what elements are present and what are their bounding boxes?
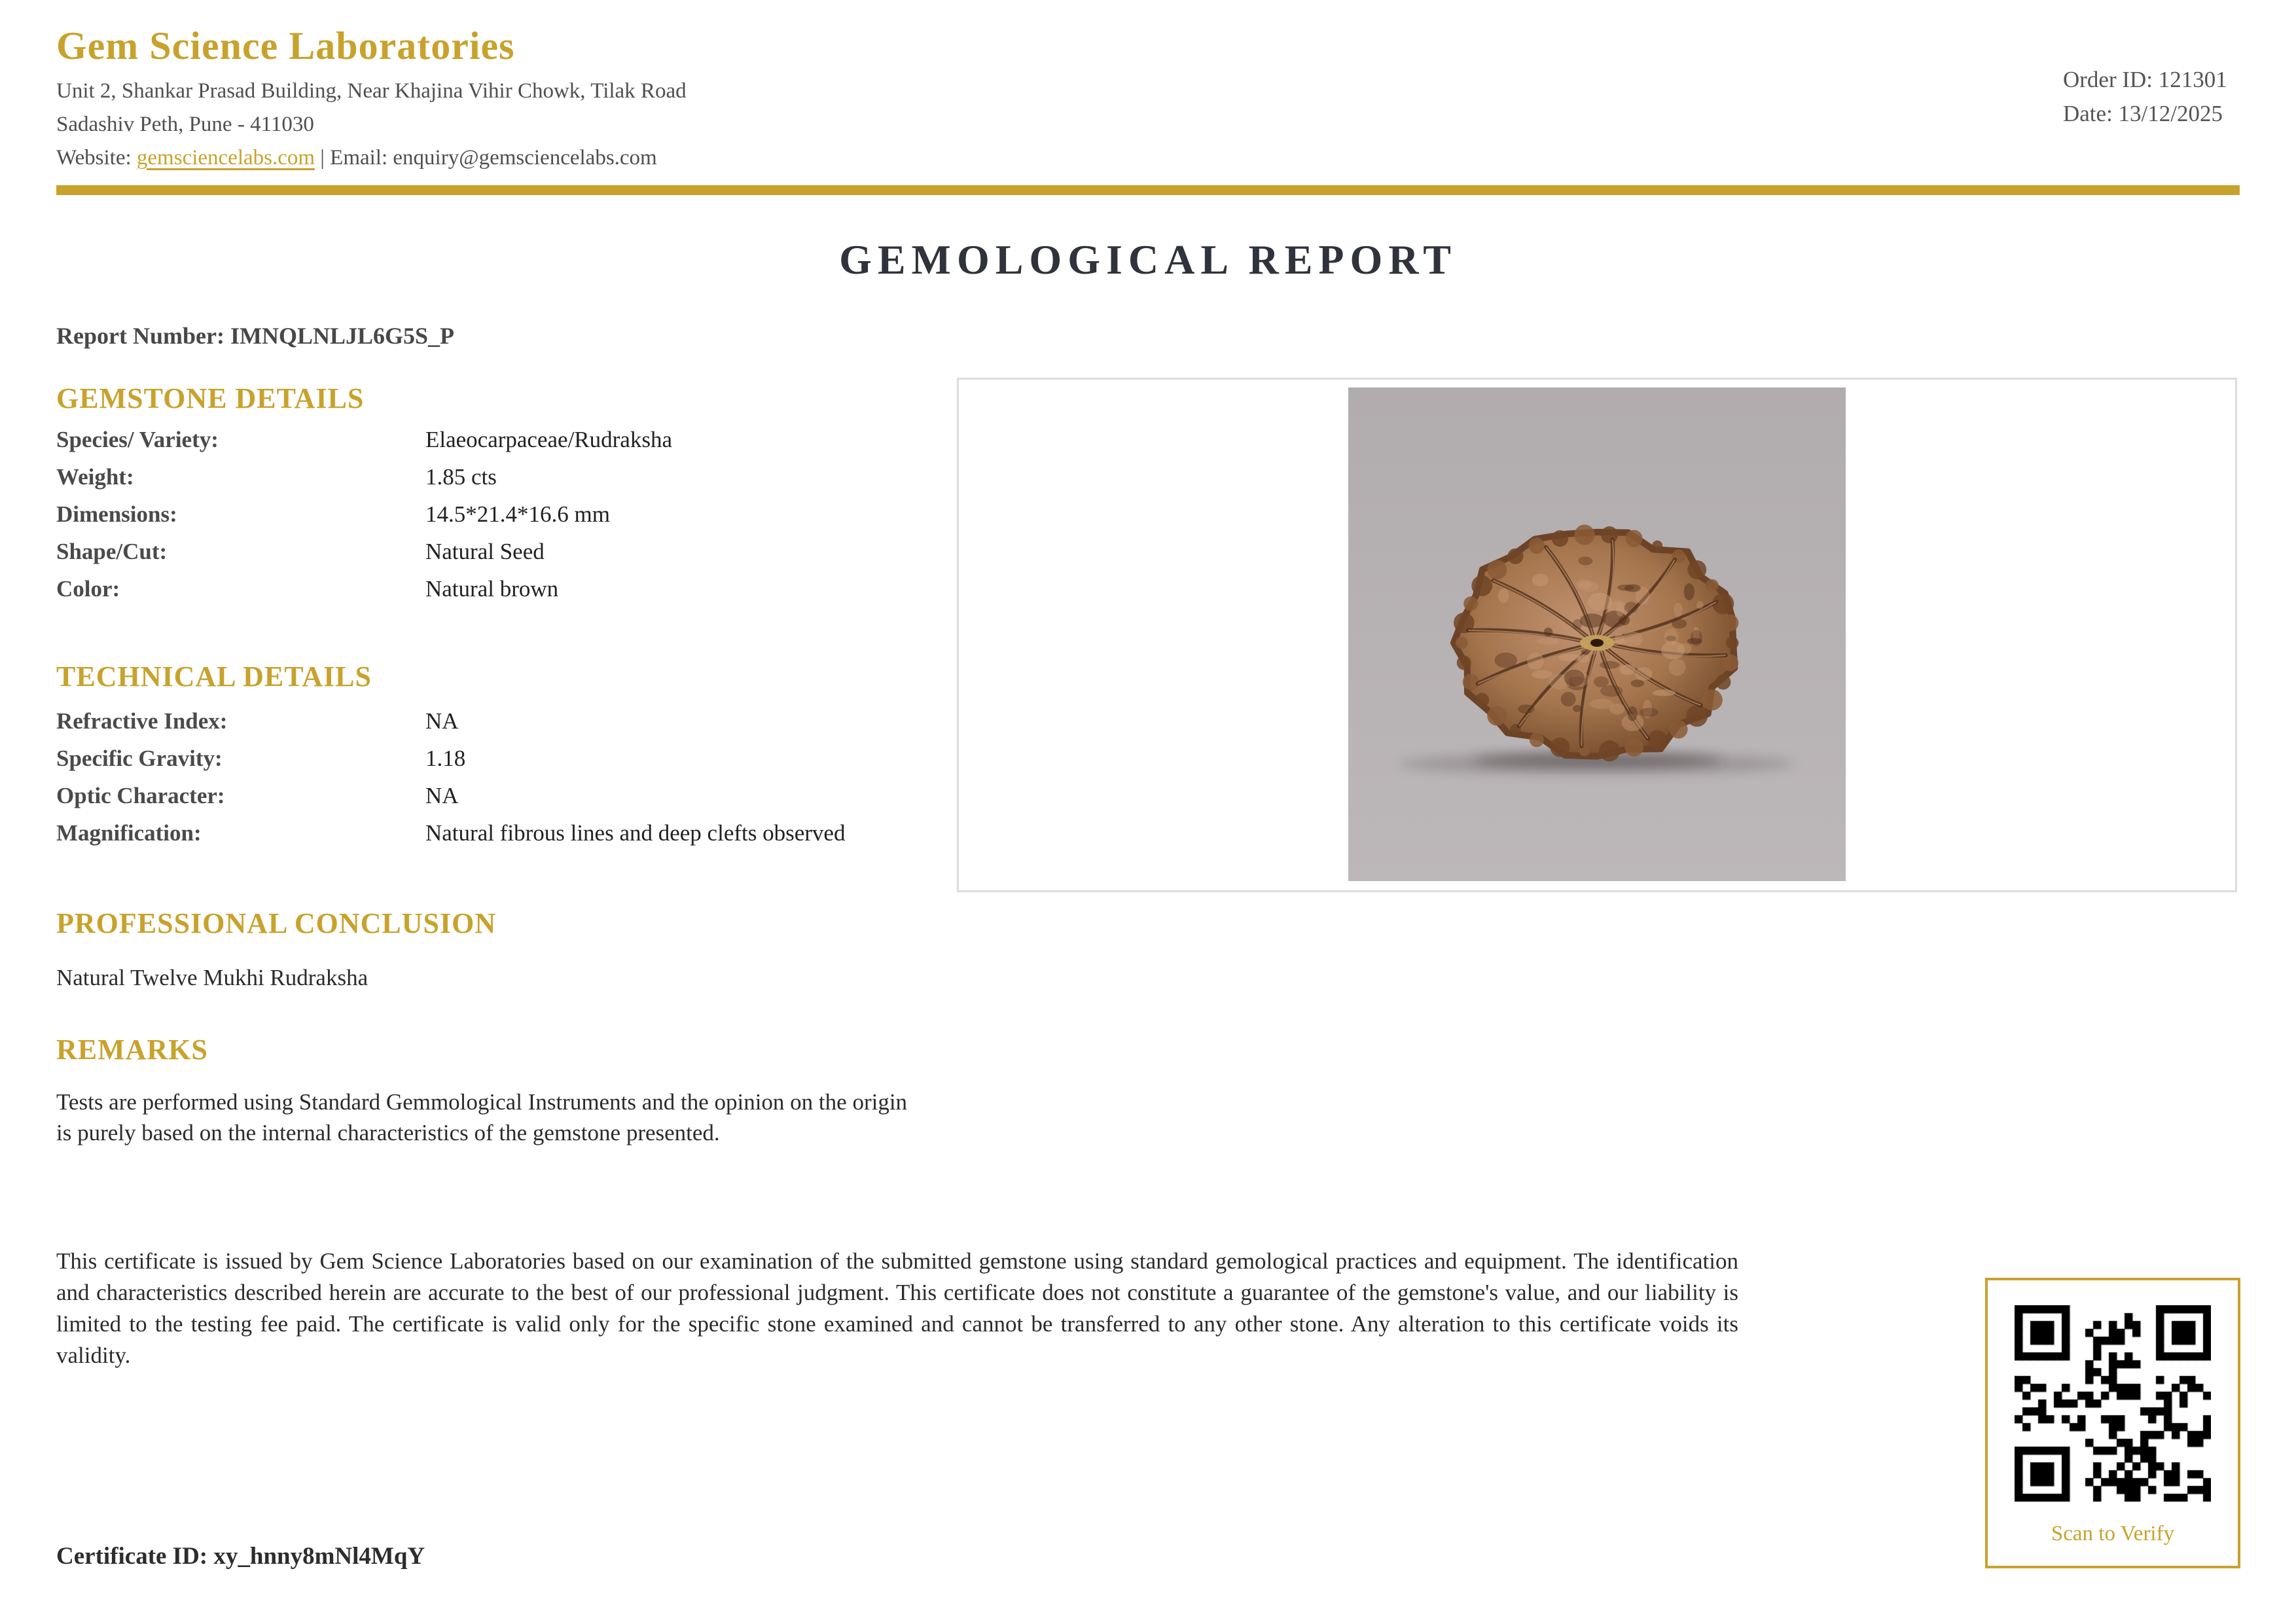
row-value: Natural brown (425, 576, 559, 602)
section-heading-conclusion: PROFESSIONAL CONCLUSION (56, 907, 497, 939)
row-label: Weight: (56, 464, 134, 490)
contact-divider: | (315, 146, 331, 170)
date-line: Date: 13/12/2025 (2063, 101, 2223, 126)
report-number (56, 322, 454, 350)
website-label: Website: (56, 146, 137, 170)
row-label: Optic Character: (56, 783, 225, 808)
row-label: Color: (56, 576, 120, 602)
row-label: Shape/Cut: (56, 539, 168, 564)
row-value: NA (425, 708, 459, 734)
row-value: Elaeocarpaceae/Rudraksha (425, 427, 672, 452)
lab-name: Gem Science Laboratories (56, 24, 515, 67)
conclusion-text: Natural Twelve Mukhi Rudraksha (56, 965, 368, 990)
website-link[interactable]: gemsciencelabs.com (136, 146, 315, 170)
table-row (56, 746, 953, 783)
gemstone-details-rows (56, 427, 953, 613)
certificate-id-label: Certificate ID: (56, 1543, 214, 1570)
remarks-text: Tests are performed using Standard Gemmological Instruments and the opinion on the origin is purely based on the internal characteristics of the gemstone presented. (56, 1089, 908, 1146)
qr-caption: Scan to Verify (2051, 1522, 2175, 1545)
gemstone-photo-frame (957, 378, 2237, 892)
technical-details-rows (56, 708, 953, 857)
qr-verify-panel (1985, 1278, 2240, 1568)
page-title: GEMOLOGICAL REPORT (839, 236, 1457, 283)
row-value: Natural Seed (425, 539, 545, 564)
row-label: Refractive Index: (56, 708, 228, 734)
qr-code-image (2015, 1305, 2211, 1502)
table-row (56, 464, 953, 501)
email-value: enquiry@gemsciencelabs.com (393, 146, 657, 170)
table-row (56, 820, 953, 857)
row-label: Magnification: (56, 820, 202, 846)
rudraksha-seed-illustration (1348, 388, 1846, 881)
certificate-id-value: xy_hnny8mNl4MqY (213, 1543, 425, 1570)
table-row (56, 501, 953, 539)
header-lab-block (56, 24, 687, 170)
certificate-id (56, 1542, 425, 1570)
section-heading-remarks: REMARKS (56, 1034, 208, 1066)
disclaimer-text: This certificate is issued by Gem Science Laboratories based on our examination of the submitted gemstone using standard gemological practices and equipment. The identification and characteristics described herein are accurate to the best of our professional judgment. This certificate does not constitute a guarantee of the gemstone's value, and our liability is limited to the testing fee paid. The certificate is valid only for the specific stone examined and cannot be transferred to any other stone. Any alteration to this certificate voids its validity. (56, 1248, 1738, 1368)
table-row (56, 427, 953, 464)
table-row (56, 783, 953, 820)
row-label: Species/ Variety: (56, 427, 219, 452)
header-divider-bar (56, 185, 2240, 195)
table-row (56, 576, 953, 613)
row-value: 14.5*21.4*16.6 mm (425, 501, 610, 527)
report-number-label: Report Number: (56, 323, 230, 349)
section-heading-gemstone-details: GEMSTONE DETAILS (56, 382, 365, 414)
row-value: 1.85 cts (425, 464, 497, 490)
lab-contact-line (56, 146, 687, 170)
order-id-line: Order ID: 121301 (2063, 67, 2227, 92)
gemstone-photo (1348, 388, 1846, 881)
row-value: NA (425, 783, 459, 808)
row-label: Specific Gravity: (56, 746, 223, 771)
section-heading-technical-details: TECHNICAL DETAILS (56, 660, 372, 693)
row-label: Dimensions: (56, 501, 177, 527)
report-number-value: IMNQLNLJL6G5S_P (230, 323, 454, 349)
order-info-block (2063, 63, 2227, 131)
row-value: Natural fibrous lines and deep clefts observed (425, 820, 846, 846)
lab-address-line2: Sadashiv Peth, Pune - 411030 (56, 113, 314, 136)
table-row (56, 708, 953, 746)
lab-address-line1: Unit 2, Shankar Prasad Building, Near Khajina Vihir Chowk, Tilak Road (56, 79, 687, 103)
table-row (56, 539, 953, 576)
row-value: 1.18 (425, 746, 466, 771)
email-label: Email: (330, 146, 393, 170)
